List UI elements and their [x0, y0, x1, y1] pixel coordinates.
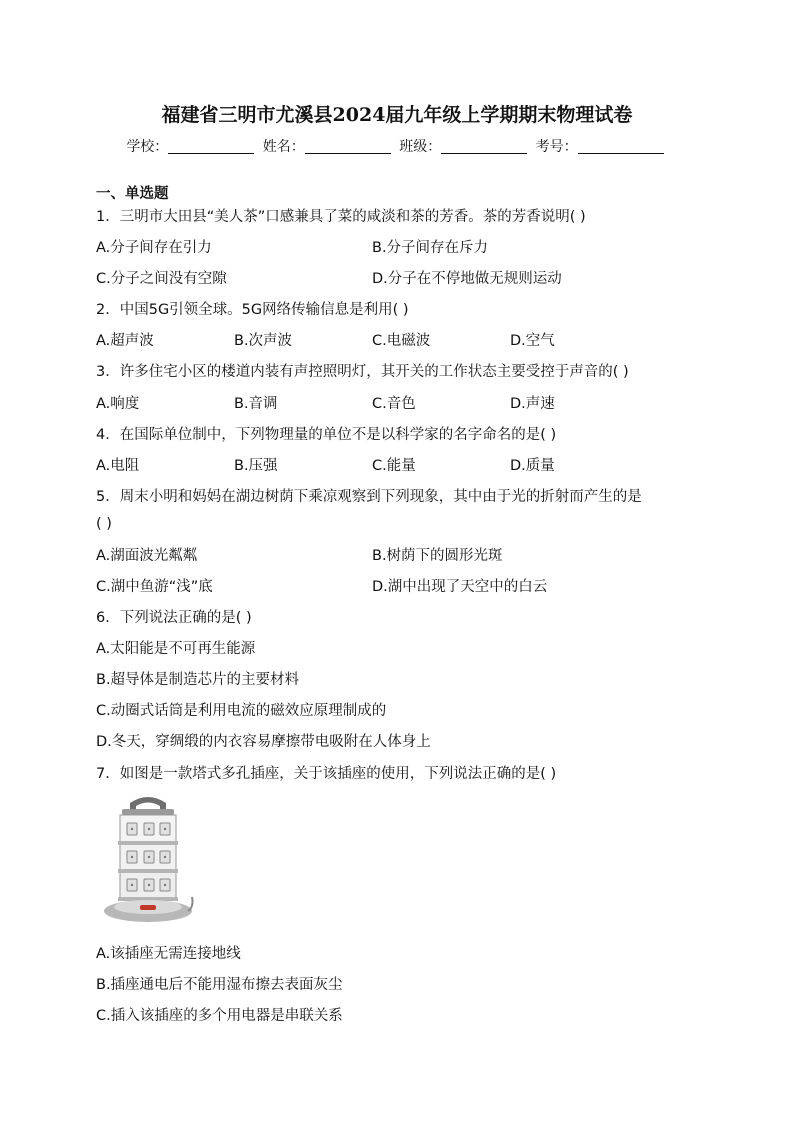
option-1b: B.分子间存在斥力: [372, 240, 489, 256]
option-1a: A.分子间存在引力: [96, 240, 212, 256]
question-stem-6: 6．下列说法正确的是( ): [96, 610, 252, 626]
id-blank[interactable]: [578, 139, 664, 154]
class-label: 班级：: [399, 139, 442, 155]
option-4b: B.压强: [234, 458, 278, 474]
option-6a: A.太阳能是不可再生能源: [96, 641, 256, 657]
option-1c: C.分子之间没有空隙: [96, 271, 227, 287]
school-label: 学校：: [126, 139, 169, 155]
socket-outlets: [127, 823, 170, 891]
option-1d: D.分子在不停地做无规则运动: [372, 271, 562, 287]
option-3d: D.声速: [510, 396, 555, 412]
socket-handle: [130, 797, 166, 811]
question-stem-2: 2．中国5G引领全球。5G网络传输信息是利用( ): [96, 302, 409, 318]
option-3c: C.音色: [372, 396, 416, 412]
socket-power-switch: [140, 905, 156, 910]
question-stem-1: 1．三明市大田县“美人茶”口感兼具了菜的咸淡和茶的芳香。茶的芳香说明( ): [96, 209, 586, 225]
section-heading: 一、单选题: [96, 186, 169, 202]
option-2b: B.次声波: [234, 333, 293, 349]
option-6b: B.超导体是制造芯片的主要材料: [96, 672, 300, 688]
option-7a: A.该插座无需连接地线: [96, 946, 241, 962]
class-blank[interactable]: [441, 139, 527, 154]
option-4a: A.电阻: [96, 458, 140, 474]
option-4d: D.质量: [510, 458, 555, 474]
option-6d: D.冬天，穿绸缎的内衣容易摩擦带电吸附在人体身上: [96, 734, 431, 750]
option-7b: B.插座通电后不能用湿布擦去表面灰尘: [96, 977, 343, 993]
option-5a: A.湖面波光粼粼: [96, 548, 198, 564]
socket-band-2: [118, 869, 178, 873]
question-stem-4: 4．在国际单位制中，下列物理量的单位不是以科学家的名字命名的是( ): [96, 427, 557, 443]
option-5d: D.湖中出现了天空中的白云: [372, 579, 548, 595]
socket-top-cap: [122, 809, 174, 815]
school-blank[interactable]: [168, 139, 254, 154]
question-stem-3: 3．许多住宅小区的楼道内装有声控照明灯，其开关的工作状态主要受控于声音的( ): [96, 364, 629, 380]
option-3b: B.音调: [234, 396, 278, 412]
id-label: 考号：: [535, 139, 578, 155]
option-2c: C.电磁波: [372, 333, 431, 349]
name-blank[interactable]: [305, 139, 391, 154]
option-4c: C.能量: [372, 458, 416, 474]
question-stem-7: 7．如图是一款塔式多孔插座，关于该插座的使用，下列说法正确的是( ): [96, 766, 557, 782]
option-2a: A.超声波: [96, 333, 154, 349]
question-stem-5: 5．周末小明和妈妈在湖边树荫下乘凉观察到下列现象，其中由于光的折射而产生的是: [96, 489, 642, 505]
student-info-line: [0, 136, 794, 156]
socket-band-1: [118, 841, 178, 845]
option-6c: C.动圈式话筒是利用电流的磁效应原理制成的: [96, 703, 387, 719]
exam-title: 福建省三明市尤溪县2024届九年级上学期期末物理试卷: [161, 104, 633, 126]
option-7c: C.插入该插座的多个用电器是串联关系: [96, 1008, 343, 1024]
option-3a: A.响度: [96, 396, 140, 412]
option-2d: D.空气: [510, 333, 555, 349]
tower-socket-illustration: [100, 793, 196, 929]
name-label: 姓名：: [262, 139, 305, 155]
question-stem-5-cont: ( ): [96, 516, 112, 532]
option-5c: C.湖中鱼游“浅”底: [96, 579, 213, 595]
option-5b: B.树荫下的圆形光斑: [372, 548, 503, 564]
